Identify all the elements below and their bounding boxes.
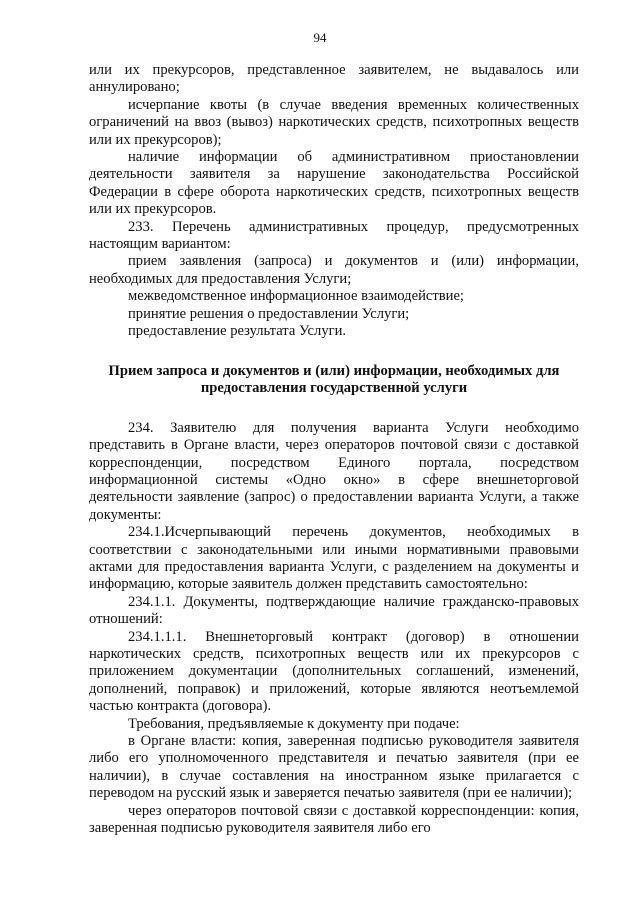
paragraph: или их прекурсоров, представленное заявителем, не выдавалось или аннулировано; (89, 62, 579, 96)
paragraph: исчерпание квоты (в случае введения временных количественных ограничений на ввоз (вывоз) наркотических средств, психотропных веществ или их прекурсоров); (89, 96, 579, 148)
paragraph: через операторов почтовой связи с доставкой корреспонденции: копия, заверенная подписью руководителя заявителя либо его (89, 802, 579, 837)
document-body (89, 62, 579, 837)
paragraph: 234. Заявителю для получения варианта Услуги необходимо представить в Органе власти, через операторов почтовой связи с доставкой корреспонденции, посредством Единого портала, посредством информационной системы «Одно окно» в сфере внешнеторговой деятельности заявление (запрос) о предоставлении варианта Услуги, а также документы: (89, 419, 579, 523)
paragraph: прием заявления (запроса) и документов и (или) информации, необходимых для предоставления Услуги; (89, 253, 579, 287)
paragraph: Требования, предъявляемые к документу при подаче: (128, 715, 460, 732)
paragraph: в Органе власти: копия, заверенная подписью руководителя заявителя либо его уполномоченного представителя и печатью заявителя (при ее наличии), в случае составления на иностранном языке прилагается с переводом на русский язык и заверяется печатью заявителя (при ее наличии); (89, 733, 579, 802)
paragraph: 234.1.1. Документы, подтверждающие наличие гражданско-правовых отношений: (89, 593, 579, 628)
section-heading: Прием запроса и документов и (или) информации, необходимых для предоставления государственной услуги (108, 362, 560, 397)
paragraph: наличие информации об административном приостановлении деятельности заявителя за нарушение законодательства Российской Федерации в сфере оборота наркотических средств, психотропных веществ или их прекурсоров. (89, 149, 579, 218)
paragraph: межведомственное информационное взаимодействие; (128, 288, 464, 305)
page-number: 94 (313, 30, 327, 45)
paragraph: 234.1.1.1. Внешнеторговый контракт (договор) в отношении наркотических средств, психотропных веществ или их прекурсоров с приложением документации (дополнительных соглашений, изменений, дополнений, поправок) и приложений, которые являются неотъемлемой частью контракта (договора). (89, 628, 579, 715)
paragraph: предоставление результата Услуги. (128, 323, 347, 340)
paragraph: 233. Перечень административных процедур, предусмотренных настоящим вариантом: (89, 218, 579, 253)
paragraph: 234.1.Исчерпывающий перечень документов, необходимых в соответствии с законодательными или иными нормативными правовыми актами для предоставления варианта Услуги, с разделением на документы и информацию, которые заявитель должен представить самостоятельно: (89, 524, 579, 593)
paragraph: принятие решения о предоставлении Услуги; (128, 305, 410, 322)
